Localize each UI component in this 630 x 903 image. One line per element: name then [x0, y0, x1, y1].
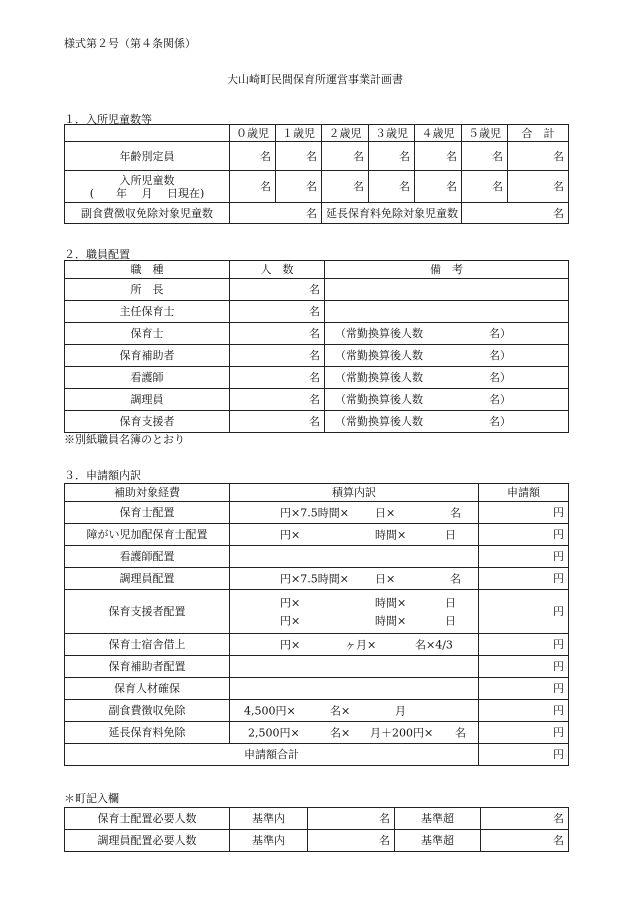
table-row [65, 484, 569, 502]
unit-cell: 名 [230, 142, 276, 171]
staff-note: （常勤換算後人数 名） [325, 411, 569, 433]
form-number: 様式第２号（第４条関係） [64, 37, 196, 50]
section3-heading: ３．申請額内訳 [64, 469, 141, 482]
age-header: ２歳児 [322, 125, 369, 142]
calc-segment: 日× [375, 506, 396, 519]
table-row [65, 125, 569, 142]
header-blank-cell [65, 125, 230, 142]
calc-segment: 円× [280, 638, 301, 651]
expense-item: 保育士宿舎借上 [65, 634, 230, 656]
expense-item: 保育士配置 [65, 502, 230, 524]
staff-header: 職 種 [65, 261, 230, 279]
calc-segment: 名 [450, 506, 461, 519]
age-header: 合 計 [508, 125, 569, 142]
staff-note: （常勤換算後人数 名） [325, 367, 569, 389]
calc-segment: 日 [445, 596, 456, 610]
table-row [65, 389, 569, 411]
calc-segment: 名 [455, 726, 466, 739]
table-row [65, 171, 569, 203]
calculation-cell [230, 722, 479, 744]
table-row [65, 367, 569, 389]
table-row [65, 722, 569, 744]
section1-heading: １．入所児童数等 [64, 113, 152, 126]
unit-cell: 名 [230, 411, 325, 433]
unit-cell: 名 [369, 171, 415, 203]
expense-item: 副食費徴収免除 [65, 700, 230, 722]
staff-table [64, 260, 569, 433]
over-standard-label: 基準超 [395, 808, 481, 830]
age-header: ５歳児 [462, 125, 508, 142]
over-standard-label: 基準超 [395, 830, 481, 852]
unit-cell: 名 [508, 171, 569, 203]
age-header: １歳児 [276, 125, 322, 142]
within-standard-label: 基準内 [230, 830, 308, 852]
unit-cell: 名 [462, 142, 508, 171]
document-title: 大山崎町民間保育所運営事業計画書 [227, 73, 403, 86]
calculation-cell [230, 568, 479, 590]
within-standard-label: 基準内 [230, 808, 308, 830]
required-staff-label: 調理員配置必要人数 [65, 830, 230, 852]
staff-role: 主任保育士 [65, 301, 230, 323]
unit-cell: 名 [276, 142, 322, 171]
staff-role: 看護師 [65, 367, 230, 389]
calc-segment: 月 [395, 704, 406, 717]
application-header: 申請額 [479, 484, 569, 502]
amount-cell: 円 [479, 546, 569, 568]
staff-role: 調理員 [65, 389, 230, 411]
application-header: 積算内訳 [230, 484, 479, 502]
unit-cell: 名 [415, 171, 462, 203]
enrolled-label-line2: ( 年 月 日現在) [89, 186, 205, 200]
table-row [65, 546, 569, 568]
table-row [65, 656, 569, 678]
calc-segment: 日× [375, 572, 396, 585]
calc-segment: 時間× [375, 528, 407, 541]
expense-item: 保育補助者配置 [65, 656, 230, 678]
unit-cell: 名 [276, 171, 322, 203]
table-row [65, 634, 569, 656]
amount-cell: 円 [479, 700, 569, 722]
calculation-cell [230, 678, 479, 700]
calculation-cell [230, 700, 479, 722]
calc-segment: 月＋200円× [370, 726, 434, 739]
table-row [65, 203, 569, 224]
amount-cell: 円 [479, 568, 569, 590]
unit-cell: 名 [462, 203, 569, 224]
calc-segment: 円×7.5時間× [280, 506, 349, 519]
meal-exempt-label: 副食費徴収免除対象児童数 [65, 203, 230, 224]
unit-cell: 名 [322, 142, 369, 171]
staff-note [325, 301, 569, 323]
expense-item: 保育支援者配置 [65, 590, 230, 634]
calc-segment: ヶ月× [345, 638, 377, 651]
required-staff-label: 保育士配置必要人数 [65, 808, 230, 830]
unit-cell: 名 [308, 808, 395, 830]
staff-role: 所 長 [65, 279, 230, 301]
calculation-cell [230, 590, 479, 634]
table-row [65, 678, 569, 700]
table-row [65, 411, 569, 433]
calc-segment: 時間× [375, 596, 407, 610]
age-header: ３歳児 [369, 125, 415, 142]
unit-cell: 名 [462, 171, 508, 203]
unit-cell: 名 [322, 171, 369, 203]
table-row [65, 502, 569, 524]
table-row [65, 261, 569, 279]
section2-heading: ２．職員配置 [64, 248, 130, 261]
calc-segment: 時間× [375, 614, 407, 628]
table-row [65, 323, 569, 345]
calc-segment: 名× [330, 726, 351, 739]
staff-role: 保育補助者 [65, 345, 230, 367]
staff-note: （常勤換算後人数 名） [325, 345, 569, 367]
calc-segment: 円×7.5時間× [280, 572, 349, 585]
table-row [65, 524, 569, 546]
expense-item: 調理員配置 [65, 568, 230, 590]
calc-segment: 日 [445, 614, 456, 628]
unit-cell: 名 [308, 830, 395, 852]
enrolled-label [65, 171, 230, 203]
amount-cell: 円 [479, 678, 569, 700]
amount-cell: 円 [479, 590, 569, 634]
unit-cell: 名 [369, 142, 415, 171]
calc-segment: 4,500円× [244, 704, 296, 717]
staff-header: 人 数 [230, 261, 325, 279]
section4-heading: ＊町記入欄 [64, 792, 119, 805]
extended-care-exempt-label: 延長保育料免除対象児童数 [322, 203, 462, 224]
calc-segment: 名× [330, 704, 351, 717]
expense-item: 障がい児加配保育士配置 [65, 524, 230, 546]
calculation-cell [230, 502, 479, 524]
table-row [65, 808, 569, 830]
unit-cell: 名 [230, 345, 325, 367]
age-header: ０歳児 [230, 125, 276, 142]
amount-cell: 円 [479, 634, 569, 656]
amount-cell: 円 [479, 502, 569, 524]
age-header: ４歳児 [415, 125, 462, 142]
table-row [65, 700, 569, 722]
unit-cell: 名 [481, 830, 569, 852]
unit-cell: 名 [508, 142, 569, 171]
table-row [65, 301, 569, 323]
unit-cell: 名 [481, 808, 569, 830]
total-amount-cell: 円 [479, 744, 569, 766]
calc-segment: 円× [280, 528, 301, 541]
calc-segment: 名×4/3 [415, 638, 453, 651]
staff-role: 保育士 [65, 323, 230, 345]
unit-cell: 名 [230, 279, 325, 301]
enrollment-table [64, 124, 569, 224]
calc-segment: 日 [445, 528, 456, 541]
unit-cell: 名 [230, 203, 322, 224]
expense-item: 延長保育料免除 [65, 722, 230, 744]
calc-segment: 名 [450, 572, 461, 585]
capacity-label: 年齢別定員 [65, 142, 230, 171]
staff-footnote: ※別紙職員名簿のとおり [64, 433, 185, 446]
expense-item: 看護師配置 [65, 546, 230, 568]
calculation-cell [230, 546, 479, 568]
enrolled-label-line1: 入所児童数 [119, 173, 175, 187]
staff-role: 保育支援者 [65, 411, 230, 433]
table-row [65, 568, 569, 590]
table-row [65, 142, 569, 171]
calculation-cell [230, 524, 479, 546]
table-row [65, 345, 569, 367]
table-row [65, 590, 569, 634]
calc-segment: 2,500円× [248, 726, 300, 739]
town-entry-table [64, 807, 569, 852]
calculation-cell [230, 634, 479, 656]
staff-header: 備 考 [325, 261, 569, 279]
calculation-cell [230, 656, 479, 678]
application-table [64, 483, 569, 766]
calc-segment: 円× [280, 614, 301, 628]
calc-segment: 円× [280, 596, 301, 610]
unit-cell: 名 [230, 389, 325, 411]
staff-note [325, 279, 569, 301]
staff-note: （常勤換算後人数 名） [325, 323, 569, 345]
expense-item: 保育人材確保 [65, 678, 230, 700]
unit-cell: 名 [230, 301, 325, 323]
table-row [65, 279, 569, 301]
unit-cell: 名 [415, 142, 462, 171]
unit-cell: 名 [230, 367, 325, 389]
staff-note: （常勤換算後人数 名） [325, 389, 569, 411]
amount-cell: 円 [479, 524, 569, 546]
total-label: 申請額合計 [65, 744, 479, 766]
unit-cell: 名 [230, 323, 325, 345]
amount-cell: 円 [479, 722, 569, 744]
application-header: 補助対象経費 [65, 484, 230, 502]
amount-cell: 円 [479, 656, 569, 678]
table-row [65, 744, 569, 766]
table-row [65, 830, 569, 852]
unit-cell: 名 [230, 171, 276, 203]
